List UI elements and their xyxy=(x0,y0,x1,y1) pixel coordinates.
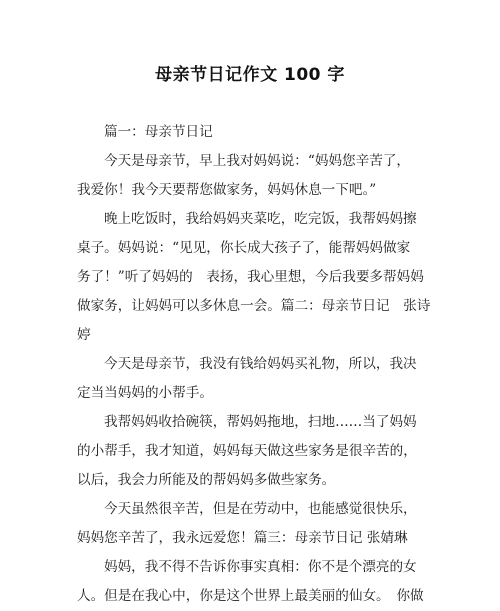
text-line: 定当当妈妈的小帮手。 xyxy=(77,385,213,401)
text-line: 今天是母亲节，早上我对妈妈说：“妈妈您辛苦了， xyxy=(104,153,411,169)
text-line: 务了！”听了妈妈的 表扬，我心里想，今后我要多帮妈妈 xyxy=(77,269,424,285)
text-line: 婷 xyxy=(77,327,91,343)
text-line: 做家务，让妈妈可以多休息一会。篇二：母亲节日记 张诗 xyxy=(77,298,431,314)
text-line: 篇一：母亲节日记 xyxy=(104,124,213,140)
text-line: 我帮妈妈收拾碗筷，帮妈妈拖地，扫地……当了妈妈 xyxy=(104,414,417,430)
document-body xyxy=(77,118,431,611)
text-line: 人。但是在我心中，你是这个世界上最美丽的仙女。 你做 xyxy=(77,588,424,604)
text-line: 我爱你！我今天要帮您做家务，妈妈休息一下吧。” xyxy=(77,182,377,198)
document-title: 母亲节日记作文 100 字 xyxy=(155,65,345,85)
text-line: 今天虽然很辛苦，但是在劳动中，也能感觉很快乐， xyxy=(104,501,417,517)
text-line: 妈妈，我不得不告诉你事实真相：你不是个漂亮的女 xyxy=(104,559,417,575)
text-line: 晚上吃饭时，我给妈妈夹菜吃，吃完饭，我帮妈妈擦 xyxy=(104,211,417,227)
text-line: 桌子。妈妈说：“见见，你长成大孩子了，能帮妈妈做家 xyxy=(77,240,411,256)
text-line: 的小帮手，我才知道，妈妈每天做这些家务是很辛苦的， xyxy=(77,443,417,459)
text-line: 今天是母亲节，我没有钱给妈妈买礼物，所以，我决 xyxy=(104,356,417,372)
text-line: 以后，我会力所能及的帮妈妈多做些家务。 xyxy=(77,472,336,488)
text-line: 妈妈您辛苦了，我永远爱您！篇三：母亲节日记 张婧琳 xyxy=(77,530,408,546)
